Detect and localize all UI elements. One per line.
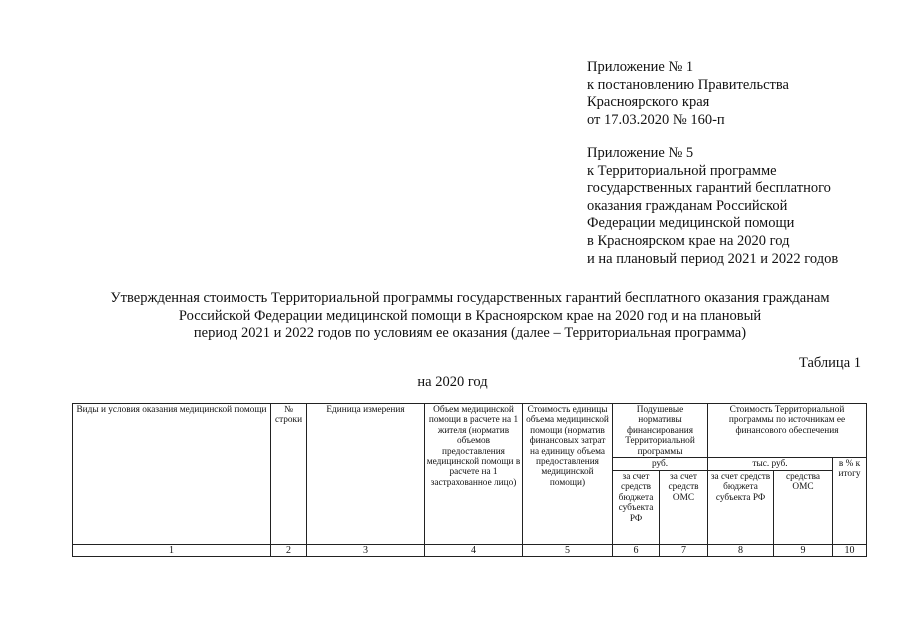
- column-number: 4: [425, 545, 523, 557]
- column-number: 10: [833, 545, 867, 557]
- appendix-5-block: [587, 145, 838, 268]
- appendix-1-line: Красноярского края: [587, 94, 710, 111]
- table-label: Таблица 1: [798, 355, 861, 371]
- column-number: 7: [660, 545, 708, 557]
- appendix-5-line: в Красноярском крае на 2020 год: [587, 232, 790, 249]
- column-number: 9: [774, 545, 833, 557]
- header-per-capita: Подушевые нормативы финансирования Территориальной программы: [613, 404, 708, 458]
- header-unit: Единица измерения: [307, 404, 425, 545]
- appendix-5-line: и на плановый период 2021 и 2022 годов: [587, 250, 839, 267]
- header-oms-per-capita: за счет средств ОМС: [660, 471, 708, 545]
- appendix-1-line: Приложение № 1: [587, 59, 694, 75]
- header-budget-cost: за счет средств бюджета субъекта РФ: [708, 471, 774, 545]
- appendix-1-line: к постановлению Правительства: [587, 76, 789, 93]
- appendix-5-line: Федерации медицинской помощи: [587, 215, 795, 232]
- appendix-5-line: оказания гражданам Российской: [587, 197, 788, 214]
- header-oms-cost: средства ОМС: [774, 471, 833, 545]
- column-number: 5: [523, 545, 613, 557]
- appendix-1-block: [587, 59, 789, 129]
- header-cost-unit: тыс. руб.: [708, 458, 833, 471]
- column-number: 2: [271, 545, 307, 557]
- header-per-capita-unit: руб.: [613, 458, 708, 471]
- header-budget-per-capita: за счет средств бюджета субъекта РФ: [613, 471, 660, 545]
- appendix-5-line: государственных гарантий бесплатного: [587, 180, 831, 197]
- header-volume: Объем медицинской помощи в расчете на 1 жителя (норматив объемов предоставления медицинской помощи в расчете на 1 застрахованное лицо): [425, 404, 523, 545]
- column-number: 6: [613, 545, 660, 557]
- title-line: Российской Федерации медицинской помощи в Красноярском крае на 2020 год и на плановый: [178, 307, 762, 324]
- title-line: Утвержденная стоимость Территориальной программы государственных гарантий бесплатного оказания гражданам: [110, 290, 830, 306]
- document-title: [40, 290, 900, 343]
- appendix-1-line: от 17.03.2020 № 160-п: [587, 111, 725, 128]
- appendix-5-line: к Территориальной программе: [587, 162, 777, 179]
- header-program-cost: Стоимость Территориальной программы по источникам ее финансового обеспечения: [708, 404, 867, 458]
- column-number: 1: [73, 545, 271, 557]
- header-kinds-conditions: Виды и условия оказания медицинской помощи: [73, 404, 271, 545]
- header-row-number: № строки: [271, 404, 307, 545]
- header-percent: в % к итогу: [833, 458, 867, 545]
- cost-table: [72, 403, 867, 557]
- header-unit-cost: Стоимость единицы объема медицинской помощи (норматив финансовых затрат на единицу объема предоставления медицинской помощи): [523, 404, 613, 545]
- year-caption: на 2020 год: [417, 374, 488, 390]
- appendix-5-line: Приложение № 5: [587, 145, 694, 161]
- column-number: 3: [307, 545, 425, 557]
- column-number: 8: [708, 545, 774, 557]
- title-line: период 2021 и 2022 годов по условиям ее оказания (далее – Территориальная программа): [193, 325, 747, 341]
